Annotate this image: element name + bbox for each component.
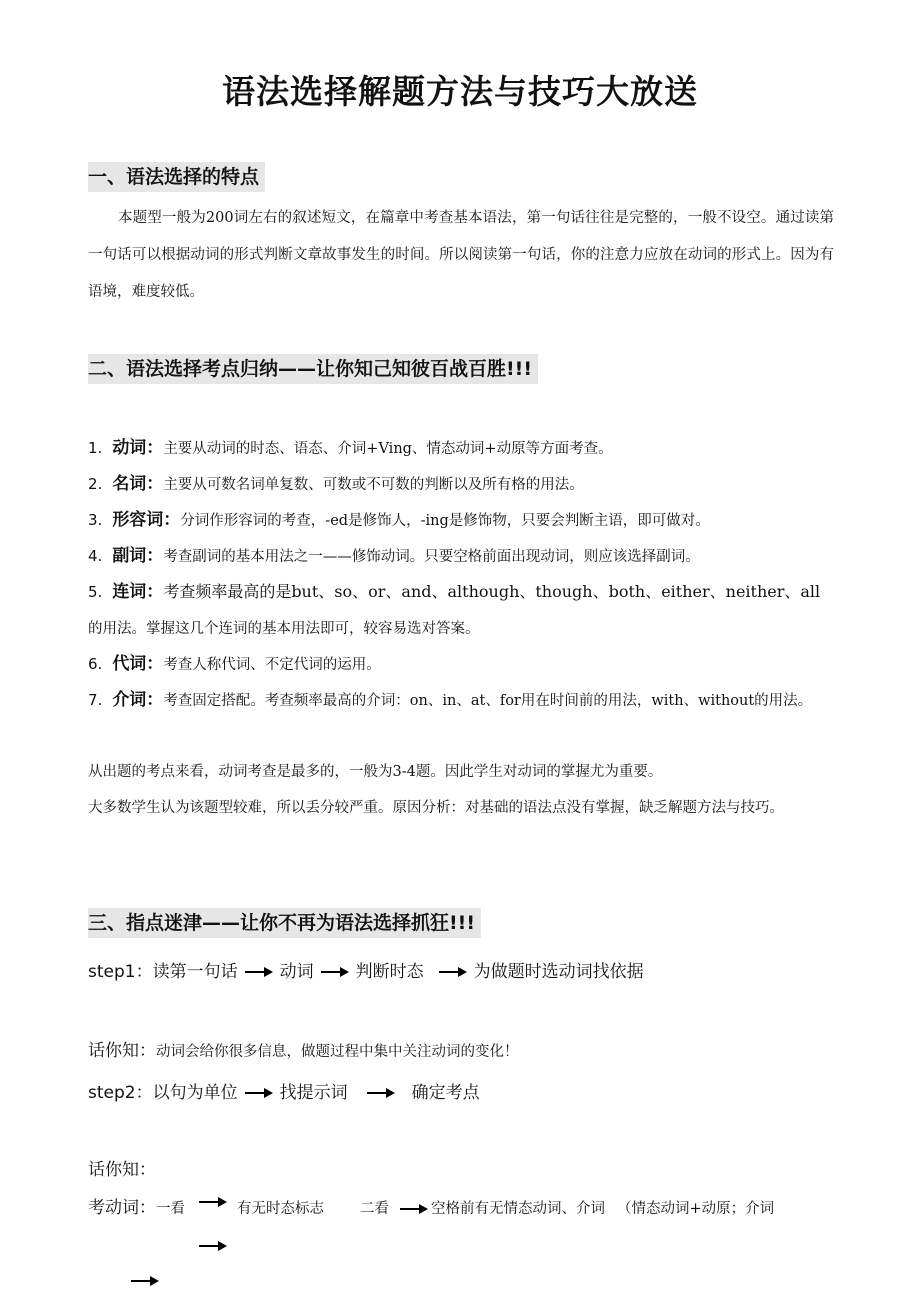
- item-text: 考查副词的基本用法之一——修饰动词。只要空格前面出现动词，则应该选择副词。: [163, 549, 700, 565]
- step2-hint-words: 找提示词: [279, 1083, 348, 1103]
- list-item-preposition: [88, 682, 834, 719]
- item-term: 副词：: [112, 546, 164, 566]
- verb-check-lead: 考动词：: [88, 1198, 156, 1218]
- note-reason-analysis: 大多数学生认为该题型较难，所以丢分较严重。原因分析：对基础的语法点没有掌握，缺乏解题方法与技巧。: [88, 800, 784, 816]
- item-term: 代词：: [112, 654, 164, 674]
- list-item-adverb: [88, 538, 834, 575]
- tip1-text: 动词会给你很多信息，做题过程中集中关注动词的变化！: [156, 1044, 519, 1060]
- item-term: 介词：: [112, 690, 164, 710]
- tip2-lead: 话你知：: [88, 1160, 156, 1180]
- step2-label: step2：以句为单位: [88, 1083, 238, 1103]
- item-text: 分词作形容词的考查，-ed是修饰人，-ing是修饰物，只要会判断主语，即可做对。: [180, 513, 710, 529]
- item-number: 4.: [88, 547, 103, 565]
- document-title: 语法选择解题方法与技巧大放送: [222, 72, 698, 111]
- list-item-pronoun: [88, 646, 834, 683]
- step1-label: step1：读第一句话: [88, 962, 238, 982]
- right-arrow-icon: [244, 965, 274, 979]
- section-heading-3: 三、指点迷津——让你不再为语法选择抓狂!!!: [88, 908, 481, 938]
- item-number: 3.: [88, 511, 103, 529]
- verb-check-modal: 空格前有无情态动词、介词: [431, 1201, 605, 1217]
- right-arrow-icon: [438, 965, 468, 979]
- item-term: 连词：: [112, 582, 164, 602]
- section-heading-1: 一、语法选择的特点: [88, 162, 265, 192]
- section1-paragraph: 本题型一般为200词左右的叙述短文，在篇章中考查基本语法，第一句话往往是完整的，一般不设空。通过读第一句话可以根据动词的形式判断文章故事发生的时间。所以阅读第一句话，你的注意力应放在动词的形式上。因为有语境，难度较低。: [88, 210, 834, 300]
- list-item-conjunction: [88, 574, 834, 647]
- verb-check-second: 二看: [360, 1201, 389, 1217]
- item-number: 6.: [88, 655, 103, 673]
- step2-test-point: 确定考点: [411, 1083, 480, 1103]
- item-number: 5.: [88, 583, 103, 601]
- verb-check-first: 一看: [156, 1201, 185, 1217]
- tip1-lead: 话你知：: [88, 1041, 156, 1061]
- item-text: 的用法。掌握这几个连词的基本用法即可，较容易选对答案。: [88, 621, 480, 637]
- list-item-verb: [88, 430, 834, 467]
- right-arrow-icon: [399, 1202, 429, 1216]
- list-item-adjective: [88, 502, 834, 539]
- item-term: 名词：: [112, 474, 164, 494]
- item-text: 主要从动词的时态、语态、介词+Ving、情态动词+动原等方面考查。: [163, 441, 613, 457]
- step1-line: [88, 957, 644, 987]
- step2-line: [88, 1078, 480, 1108]
- item-term: 动词：: [112, 438, 164, 458]
- item-number: 1.: [88, 439, 103, 457]
- verb-check-tense-mark: 有无时态标志: [237, 1201, 324, 1217]
- item-text: 主要从可数名词单复数、可数或不可数的判断以及所有格的用法。: [163, 477, 584, 493]
- item-text: 考查人称代词、不定代词的运用。: [163, 657, 381, 673]
- item-text: 考查固定搭配。考查频率最高的介词：on、in、at、for用在时间前的用法，with、without的用法。: [163, 693, 813, 709]
- item-text-emphasis: 考查频率最高的是but、so、or、and、although、though、both、either、neither、all: [163, 582, 821, 601]
- tip1-line: [88, 1036, 519, 1067]
- step1-purpose: 为做题时选动词找依据: [473, 962, 644, 982]
- item-term: 形容词：: [112, 510, 181, 530]
- right-arrow-icon: [320, 965, 350, 979]
- right-arrow-icon: [130, 1273, 160, 1287]
- section-heading-2: 二、语法选择考点归纳——让你知己知彼百战百胜!!!: [88, 354, 538, 384]
- right-arrow-icon: [198, 1194, 228, 1208]
- verb-check-line: [88, 1193, 774, 1224]
- right-arrow-icon: [244, 1086, 274, 1100]
- step1-tense: 判断时态: [355, 962, 424, 982]
- item-number: 7.: [88, 691, 103, 709]
- item-number: 2.: [88, 475, 103, 493]
- right-arrow-icon: [366, 1086, 396, 1100]
- list-item-noun: [88, 466, 834, 503]
- right-arrow-icon: [198, 1238, 228, 1252]
- verb-check-rule: （情态动词+动原；介词: [617, 1201, 775, 1217]
- note-verb-importance: 从出题的考点来看，动词考查是最多的，一般为3-4题。因此学生对动词的掌握尤为重要。: [88, 764, 663, 780]
- step1-verb: 动词: [279, 962, 314, 982]
